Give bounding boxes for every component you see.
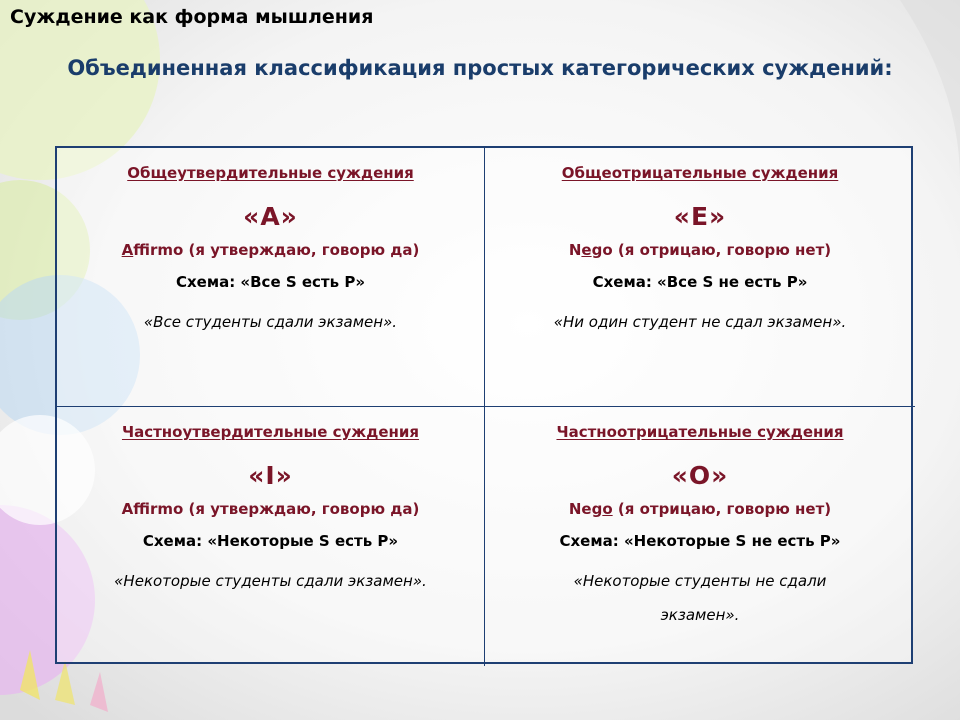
cell-example: «Ни один студент не сдал экзамен».: [553, 313, 847, 331]
classification-table: [55, 146, 913, 664]
cell-heading: Общеотрицательные суждения: [561, 164, 839, 182]
latin-underlined-letter: e: [581, 241, 592, 259]
cell-letter: «Е»: [673, 202, 727, 231]
cell-heading: Общеутвердительные суждения: [127, 164, 414, 182]
slide-subtitle: Объединенная классификация простых категорических суждений:: [67, 56, 893, 80]
cell-latin-line: [57, 241, 484, 259]
latin-translation: (я отрицаю, говорю нет): [612, 500, 832, 518]
latin-translation: (я утверждаю, говорю да): [183, 241, 420, 259]
cell-scheme: Схема: «Некоторые S не есть P»: [559, 532, 841, 550]
cell-e-universal-negative: [485, 148, 915, 407]
cell-heading: Частноутвердительные суждения: [121, 423, 420, 441]
cell-latin-line: [57, 500, 484, 518]
latin-translation: (я отрицаю, говорю нет): [612, 241, 832, 259]
cell-heading: Частноотрицательные суждения: [556, 423, 844, 441]
cell-letter: «А»: [243, 202, 298, 231]
slide-title: Суждение как форма мышления: [10, 6, 374, 28]
cell-scheme: Схема: «Все S не есть P»: [592, 273, 808, 291]
latin-translation: (я утверждаю, говорю да): [183, 500, 420, 518]
cell-a-universal-affirmative: [57, 148, 485, 407]
cell-latin-line: [485, 500, 915, 518]
cell-letter: «I»: [248, 461, 293, 490]
cell-letter: «О»: [671, 461, 729, 490]
cell-latin-line: [485, 241, 915, 259]
latin-suffix: go: [591, 241, 613, 259]
latin-underlined-letter: o: [602, 500, 613, 518]
cell-o-particular-negative: [485, 407, 915, 666]
cell-scheme: Схема: «Все S есть P»: [175, 273, 366, 291]
cell-scheme: Схема: «Некоторые S есть P»: [142, 532, 399, 550]
cell-i-particular-affirmative: [57, 407, 485, 666]
latin-prefix: Neg: [568, 500, 603, 518]
latin-prefix: N: [568, 241, 582, 259]
latin-rest: ffirmo: [133, 241, 184, 259]
latin-prefix: Aff: [121, 500, 150, 518]
cell-example: «Некоторые студенты не сдали экзамен».: [573, 572, 827, 624]
latin-suffix: rmo: [149, 500, 184, 518]
latin-underlined-letter: A: [121, 241, 134, 259]
cell-example: «Все студенты сдали экзамен».: [143, 313, 398, 331]
cell-example: «Некоторые студенты сдали экзамен».: [114, 572, 427, 590]
